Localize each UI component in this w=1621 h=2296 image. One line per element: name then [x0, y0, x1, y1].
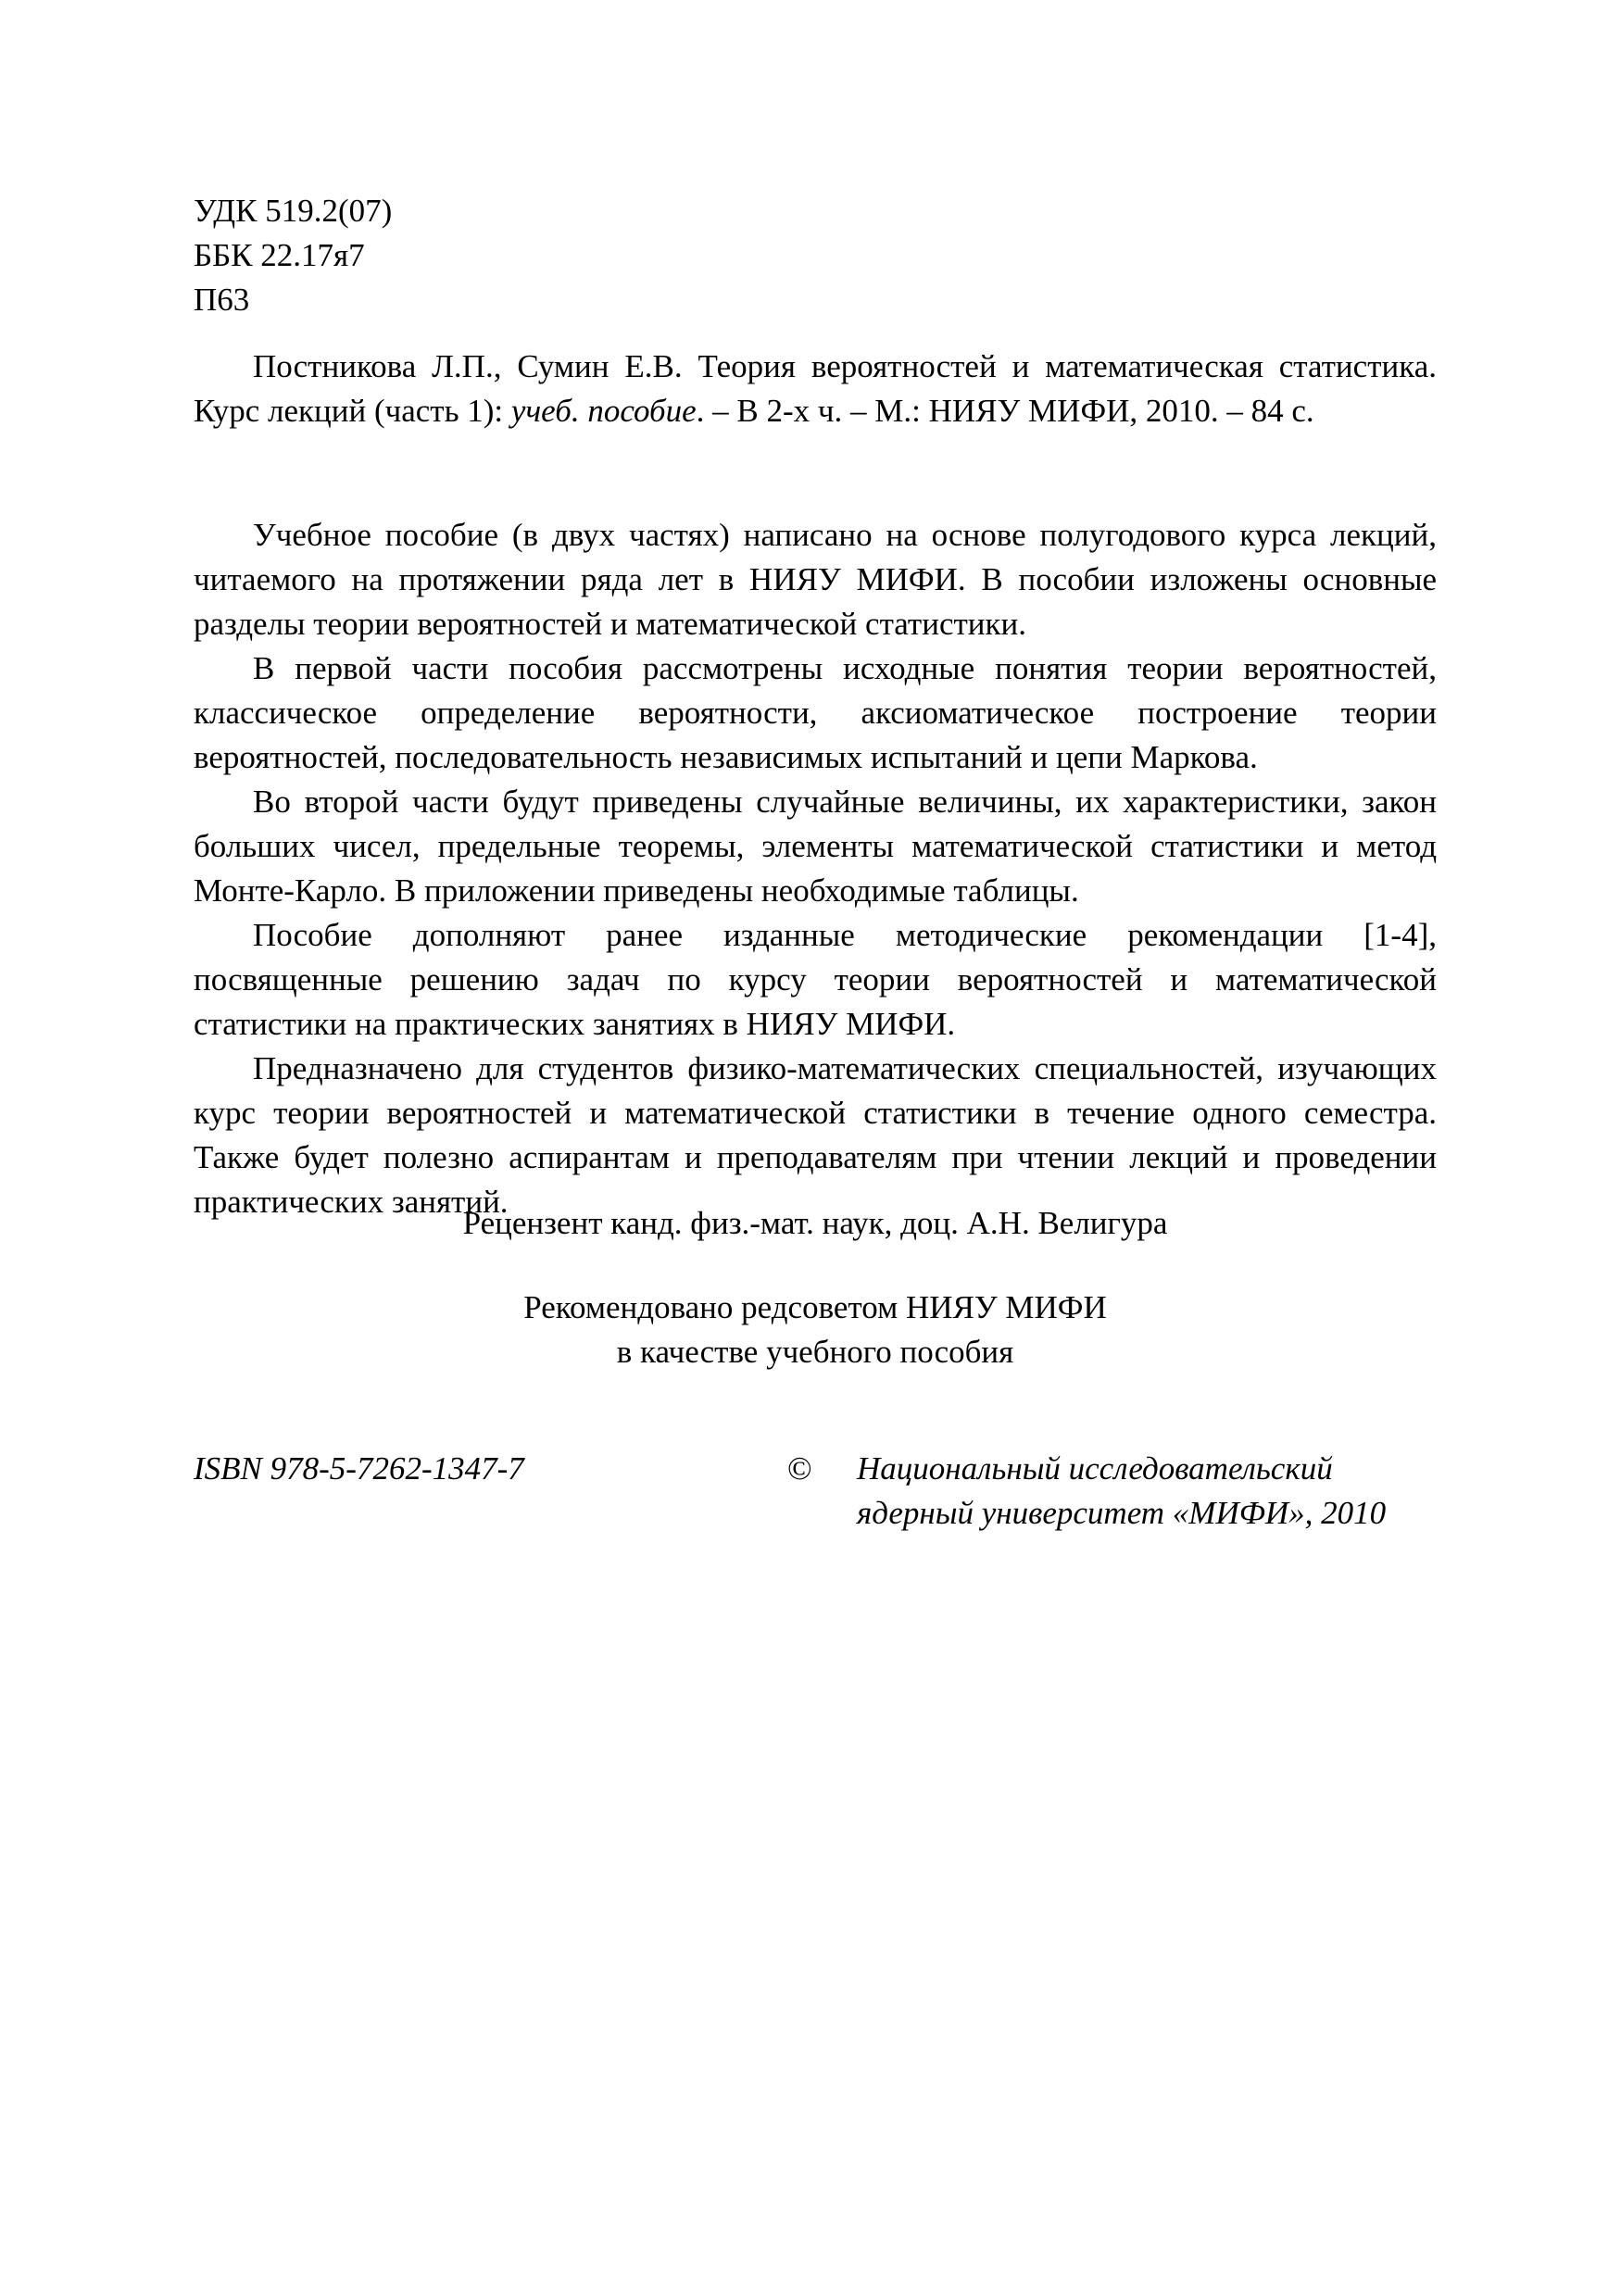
abstract-paragraph: Во второй части будут приведены случайные величины, их характеристики, закон больших чисел, предельные теоремы, элементы математической статистики и метод Монте-Карло. В приложении приведены необходимые таблицы. — [194, 784, 1437, 909]
abstract-paragraph: Пособие дополняют ранее изданные методические рекомендации [1-4], посвященные решению задач по курсу теории вероятностей и математической статистики на практических занятиях в НИЯУ МИФИ. — [194, 917, 1437, 1042]
copyright-line-2: ядерный университет «МИФИ», 2010 — [857, 1495, 1387, 1531]
bibliographic-authors-title: Постникова Л.П., Сумин Е.В. Теория вероятностей и математическая статистика. Курс лекций (часть 1): — [194, 348, 1437, 429]
bibliographic-details: . – В 2-х ч. – М.: НИЯУ МИФИ, 2010. – 84 с. — [696, 393, 1314, 429]
recommendation-line-2: в качестве учебного пособия — [616, 1334, 1014, 1370]
copyright-icon: © — [787, 1450, 812, 1487]
abstract-paragraph: В первой части пособия рассмотрены исходные понятия теории вероятностей, классическое определение вероятности, аксиоматическое построение теории вероятностей, последовательность независимых испытаний и цепи Маркова. — [194, 650, 1437, 775]
udk-code: УДК 519.2(07) — [194, 193, 393, 229]
isbn: ISBN 978-5-7262-1347-7 — [194, 1450, 524, 1487]
copyright-holder — [857, 1447, 1386, 1536]
bibliographic-record — [194, 345, 1437, 433]
abstract-paragraph: Предназначено для студентов физико-математических специальностей, изучающих курс теории вероятностей и математической статистики в течение одного семестра. Также будет полезно аспирантам и преподавателям при чтении лекций и проведении практических занятий. — [194, 1050, 1437, 1220]
recommendation — [194, 1286, 1437, 1374]
recommendation-line-1: Рекомендовано редсоветом НИЯУ МИФИ — [523, 1289, 1107, 1325]
bibliographic-type: учеб. пособие — [510, 393, 697, 429]
classification-codes — [194, 189, 1437, 322]
author-mark: П63 — [194, 282, 250, 318]
bbk-code: ББК 22.17я7 — [194, 237, 365, 273]
abstract — [194, 513, 1437, 1224]
bibliographic-text — [194, 345, 1437, 433]
abstract-paragraph: Учебное пособие (в двух частях) написано на основе полугодового курса лекций, читаемого на протяжении ряда лет в НИЯУ МИФИ. В пособии изложены основные разделы теории вероятностей и математической статистики. — [194, 517, 1437, 642]
reviewer: Рецензент канд. физ.-мат. наук, доц. А.Н. Велигура — [462, 1205, 1168, 1241]
copyright-line-1: Национальный исследовательский — [857, 1450, 1333, 1487]
